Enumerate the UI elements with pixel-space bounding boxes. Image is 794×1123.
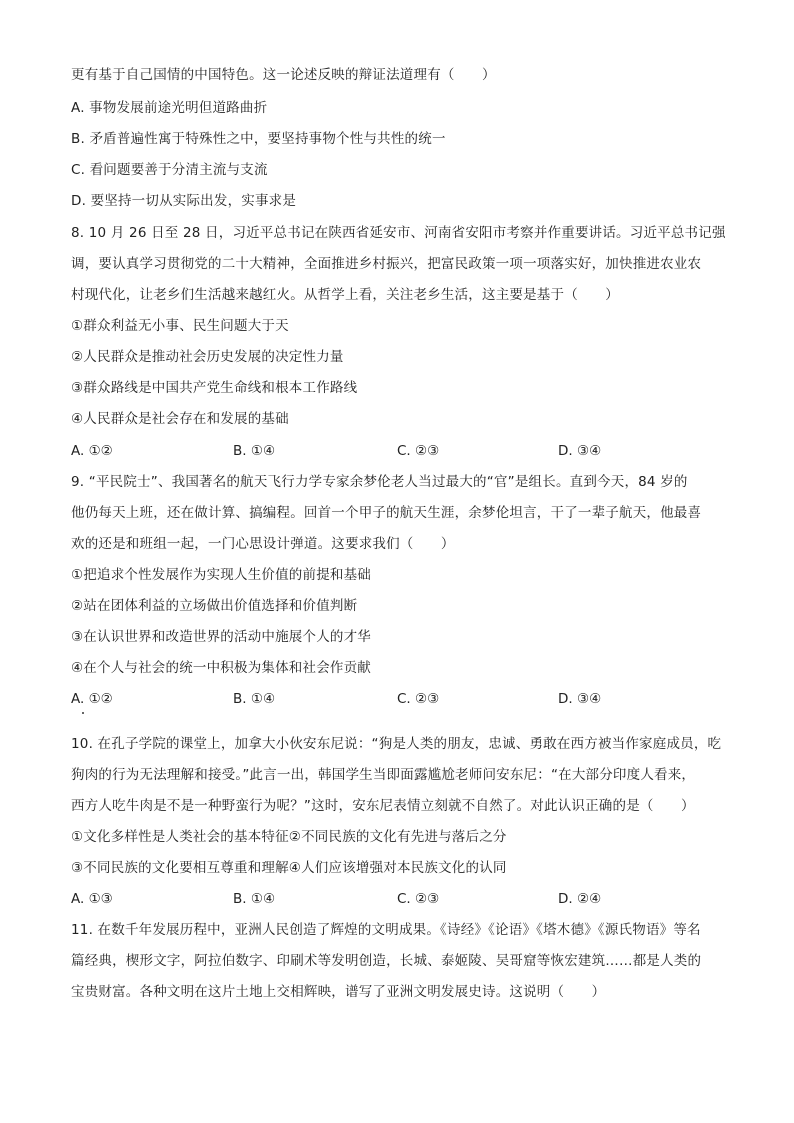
q8-item-3: ③群众路线是中国共产党生命线和根本工作路线 — [71, 380, 358, 396]
q11-stem-line-1: 11. 在数千年发展历程中，亚洲人民创造了辉煌的文明成果。《诗经》《论语》《塔木德》《源氏物语》等名 — [71, 922, 701, 938]
q9-stem-line-2: 他仍每天上班，还在做计算、搞编程。回首一个甲子的航天生涯，余梦伦坦言，干了一辈子航天，他最喜 — [71, 505, 702, 521]
q7-option-d: D. 要坚持一切从实际出发，实事求是 — [71, 193, 297, 209]
q8-choices — [71, 442, 731, 460]
q8-item-1: ①群众利益无小事、民生问题大于天 — [71, 318, 289, 334]
q8-stem-line-2: 调，要认真学习贯彻党的二十大精神，全面推进乡村振兴，把富民政策一项一项落实好，加快推进农业农 — [71, 256, 702, 272]
q10-choice-c: C. ②③ — [397, 891, 440, 907]
q10-stem-line-3: 西方人吃牛肉是不是一种野蛮行为呢？”这时，安东尼表情立刻就不自然了。对此认识正确的是（ ） — [71, 798, 695, 814]
q10-choice-b: B. ①④ — [233, 891, 276, 907]
q9-choice-a: A. ①② — [71, 691, 113, 707]
q9-stem-line-1: 9. “平民院士”、我国著名的航天飞行力学专家余梦伦老人当过最大的“官”是组长。直到今天，84 岁的 — [71, 474, 688, 490]
q7-option-c: C. 看问题要善于分清主流与支流 — [71, 162, 268, 178]
q8-item-4: ④人民群众是社会存在和发展的基础 — [71, 411, 289, 427]
q11-stem-line-3: 宝贵财富。各种文明在这片土地上交相辉映，谱写了亚洲文明发展史诗。这说明（ ） — [71, 984, 606, 1000]
q9-item-4: ④在个人与社会的统一中积极为集体和社会作贡献 — [71, 660, 372, 676]
q10-choices — [71, 890, 731, 908]
q10-item-2: ③不同民族的文化要相互尊重和理解④人们应该增强对本民族文化的认同 — [71, 860, 507, 876]
q11-stem-line-2: 篇经典，楔形文字，阿拉伯数字、印刷术等发明创造，长城、泰姬陵、吴哥窟等恢宏建筑……都是人类的 — [71, 953, 702, 969]
q10-stem-line-2: 狗肉的行为无法理解和接受。”此言一出，韩国学生当即面露尴尬老师问安东尼：“在大部分印度人看来， — [71, 767, 696, 783]
q10-choice-d: D. ②④ — [558, 891, 602, 907]
q8-choice-c: C. ②③ — [397, 443, 440, 459]
q8-choice-b: B. ①④ — [233, 443, 276, 459]
q9-choice-b: B. ①④ — [233, 691, 276, 707]
q9-item-1: ①把追求个性发展作为实现人生价值的前提和基础 — [71, 567, 372, 583]
q8-stem-line-1: 8. 10 月 26 日至 28 日，习近平总书记在陕西省延安市、河南省安阳市考察并作重要讲话。习近平总书记强 — [71, 225, 726, 241]
q9-item-3: ③在认识世界和改造世界的活动中施展个人的才华 — [71, 629, 372, 645]
q7-stem-tail: 更有基于自己国情的中国特色。这一论述反映的辩证法道理有（ ） — [71, 67, 496, 83]
q10-item-1: ①文化多样性是人类社会的基本特征②不同民族的文化有先进与落后之分 — [71, 829, 507, 845]
q8-stem-line-3: 村现代化，让老乡们生活越来越红火。从哲学上看，关注老乡生活，这主要是基于（ ） — [71, 287, 619, 303]
q8-item-2: ②人民群众是推动社会历史发展的决定性力量 — [71, 349, 344, 365]
q9-choice-c: C. ②③ — [397, 691, 440, 707]
q9-stem-line-3: 欢的还是和班组一起，一门心思设计弹道。这要求我们（ ） — [71, 536, 455, 552]
q8-choice-d: D. ③④ — [558, 443, 602, 459]
q7-option-b: B. 矛盾普遍性寓于特殊性之中，要坚持事物个性与共性的统一 — [71, 131, 446, 147]
q9-choices — [71, 690, 731, 708]
stray-mark — [82, 712, 84, 714]
q8-choice-a: A. ①② — [71, 443, 113, 459]
q9-choice-d: D. ③④ — [558, 691, 602, 707]
q7-option-a: A. 事物发展前途光明但道路曲折 — [71, 100, 268, 116]
q10-stem-line-1: 10. 在孔子学院的课堂上，加拿大小伙安东尼说：“狗是人类的朋友，忠诚、勇敢在西方被当作家庭成员，吃 — [71, 736, 722, 752]
q10-choice-a: A. ①③ — [71, 891, 113, 907]
q9-item-2: ②站在团体利益的立场做出价值选择和价值判断 — [71, 598, 358, 614]
